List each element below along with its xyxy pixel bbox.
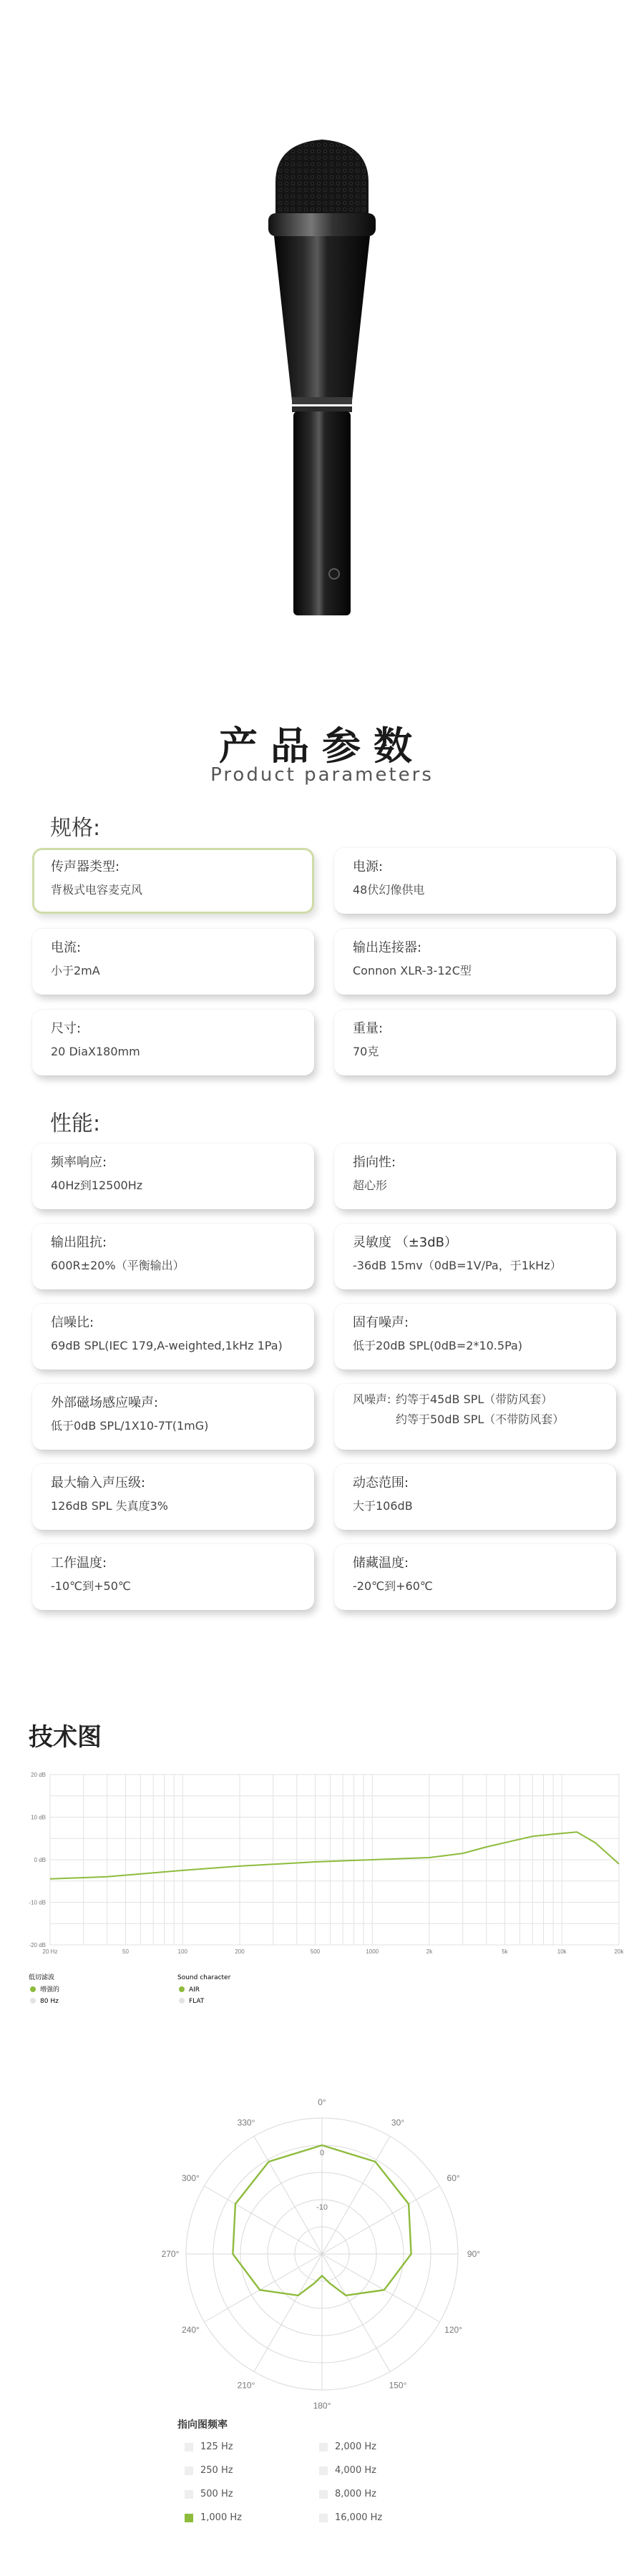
polar-angle-label: 150° (389, 2380, 407, 2391)
polar-angle-label: 210° (237, 2380, 255, 2391)
perf-value: 低于20dB SPL(0dB=2*10.5Pa) (353, 1339, 523, 1352)
x-tick-label: 2k (426, 1948, 433, 1955)
x-tick-label: 50 (122, 1948, 129, 1955)
perf-value: 大于106dB (353, 1499, 413, 1513)
y-tick-label: 10 dB (31, 1814, 46, 1821)
frequency-checkbox[interactable] (319, 2490, 328, 2499)
frequency-checkbox[interactable] (185, 2443, 193, 2451)
polar-angle-label: 90° (467, 2249, 481, 2259)
perf-card-self-noise (334, 1304, 616, 1370)
spec-value: 20 DiaX180mm (51, 1045, 140, 1058)
polar-angle-label: 30° (391, 2117, 405, 2128)
spec-label: 尺寸: (51, 1021, 82, 1036)
legend-item: 80 Hz (40, 1998, 59, 2005)
polar-angle-label: 0° (318, 2097, 326, 2107)
perf-label: 输出阻抗: (51, 1235, 107, 1250)
x-tick-label: 500 (310, 1948, 321, 1955)
perf-label: 风噪声: (353, 1392, 391, 1406)
perf-value: 600R±20%（平衡输出） (51, 1259, 185, 1272)
spec-card-connector (334, 929, 616, 995)
spec-label: 电流: (51, 940, 82, 955)
perf-card-frequency (32, 1143, 314, 1209)
perf-value: 126dB SPL 失真度3% (51, 1499, 168, 1513)
frequency-label: 16,000 Hz (335, 2512, 383, 2523)
polar-pattern-chart (0, 2089, 644, 2411)
frequency-checkbox[interactable] (185, 2514, 193, 2522)
polar-grid (186, 2118, 458, 2390)
frequency-label: 4,000 Hz (335, 2465, 376, 2476)
spec-card-current (32, 929, 314, 995)
y-tick-label: 20 dB (31, 1772, 46, 1778)
y-tick-label: -10 dB (29, 1899, 46, 1906)
perf-row (353, 1410, 616, 1430)
perf-value: -20℃到+60℃ (353, 1579, 433, 1593)
spec-value: 小于2mA (51, 964, 100, 977)
frequency-checkbox[interactable] (185, 2467, 193, 2475)
tech-chart-title: 技术图 (29, 1723, 102, 1752)
spec-label: 传声器类型: (51, 859, 120, 874)
polar-spoke (322, 2186, 440, 2254)
polar-spoke (254, 2254, 322, 2372)
performance-heading: 性能: (50, 1111, 101, 1136)
perf-label: 指向性: (353, 1155, 396, 1170)
legend-group-title: 低切滤波 (29, 1974, 55, 1981)
polar-radial-label: -10 (316, 2203, 328, 2212)
freq-legend (29, 1973, 231, 2005)
perf-card-magnetic-noise (32, 1384, 314, 1450)
microphone-image (0, 0, 644, 687)
perf-card-max-spl (32, 1464, 314, 1530)
frequency-label: 125 Hz (200, 2441, 233, 2452)
frequency-label: 250 Hz (200, 2465, 233, 2476)
perf-card-snr (32, 1304, 314, 1370)
frequency-response-line (50, 1832, 619, 1879)
perf-row (353, 1390, 616, 1410)
polar-frequency-title: 指向图频率 (177, 2419, 228, 2431)
perf-label: 灵敏度 （±3dB） (353, 1235, 458, 1250)
perf-card-storage-temp (334, 1544, 616, 1610)
perf-card-polar (334, 1143, 616, 1209)
page-subtitle: Product parameters (210, 764, 434, 786)
perf-label: 外部磁场感应噪声: (51, 1395, 159, 1410)
polar-angle-label: 120° (444, 2325, 463, 2335)
spec-value: 48伏幻像供电 (353, 883, 425, 897)
perf-value: 40Hz到12500Hz (51, 1179, 143, 1192)
perf-label: 固有噪声: (353, 1315, 409, 1330)
page-title: 产品参数 (219, 723, 425, 769)
spec-card-weight (334, 1010, 616, 1075)
polar-angle-label: 300° (181, 2173, 200, 2183)
x-tick-label: 10k (557, 1948, 567, 1955)
x-tick-labels (43, 1948, 625, 1955)
polar-spoke (204, 2186, 322, 2254)
legend-dot-off[interactable] (30, 1998, 36, 2004)
frequency-label: 2,000 Hz (335, 2441, 376, 2452)
polar-spoke (322, 2254, 390, 2372)
polar-radial-label: 0 (319, 2149, 325, 2157)
frequency-label: 8,000 Hz (335, 2489, 376, 2499)
frequency-checkbox[interactable] (185, 2490, 193, 2499)
perf-card-dynamic-range (334, 1464, 616, 1530)
legend-dot-on[interactable] (30, 1986, 36, 1992)
perf-label: 动态范围: (353, 1475, 409, 1491)
legend-group-title: Sound character (177, 1974, 231, 1981)
x-tick-label: 5k (502, 1948, 508, 1955)
spec-label: 重量: (353, 1021, 384, 1036)
frequency-checkbox[interactable] (319, 2443, 328, 2451)
x-tick-label: 200 (235, 1948, 245, 1955)
perf-label: 频率响应: (51, 1155, 107, 1170)
chart-grid (50, 1775, 619, 1945)
y-tick-label: -20 dB (29, 1942, 46, 1948)
legend-dot-off[interactable] (179, 1998, 185, 2004)
perf-card-impedance (32, 1224, 314, 1289)
perf-label: 工作温度: (51, 1556, 107, 1571)
legend-item: 增强的 (40, 1986, 60, 1994)
spec-card-size (32, 1010, 314, 1075)
polar-angle-label: 60° (447, 2173, 460, 2183)
spec-value: Connon XLR-3-12C型 (353, 964, 472, 977)
polar-angle-label: 180° (313, 2401, 331, 2411)
perf-card-wind-noise (334, 1384, 616, 1450)
frequency-label: 1,000 Hz (200, 2512, 242, 2523)
spec-value: 70克 (353, 1045, 379, 1058)
frequency-response-chart (0, 1753, 644, 2025)
x-tick-label: 100 (177, 1948, 187, 1955)
frequency-checkbox[interactable] (319, 2467, 328, 2475)
polar-angle-label: 270° (161, 2249, 180, 2259)
frequency-label: 500 Hz (200, 2489, 233, 2499)
perf-value: 69dB SPL(IEC 179,A-weighted,1kHz 1Pa) (51, 1339, 283, 1352)
perf-value: 超心形 (353, 1179, 388, 1192)
legend-item: AIR (189, 1986, 200, 1994)
spec-value: 背极式电容麦克风 (51, 883, 143, 897)
legend-dot-on[interactable] (179, 1986, 185, 1992)
legend-item: FLAT (189, 1998, 205, 2005)
polar-spoke (319, 2136, 390, 2254)
polar-angle-label: 330° (237, 2117, 255, 2128)
y-tick-labels (29, 1772, 46, 1948)
perf-label: 最大输入声压级: (51, 1475, 146, 1491)
perf-value: 低于0dB SPL/1X10-7T(1mG) (51, 1419, 209, 1433)
perf-card-sensitivity (334, 1224, 616, 1289)
polar-angle-label: 240° (181, 2325, 200, 2335)
polar-spoke (322, 2254, 440, 2322)
polar-spoke (254, 2136, 325, 2254)
perf-value: 约等于45dB SPL（带防风套） (396, 1392, 553, 1406)
product-hero-image (0, 0, 644, 687)
specs-heading: 规格: (50, 816, 101, 841)
perf-value: 约等于50dB SPL（不带防风套） (396, 1413, 565, 1426)
spec-card-mic-type (32, 848, 314, 914)
perf-label: 信噪比: (51, 1315, 94, 1330)
polar-spoke (204, 2254, 322, 2322)
x-tick-label: 20k (614, 1948, 624, 1955)
perf-label: 储藏温度: (353, 1556, 409, 1571)
spec-card-power (334, 848, 616, 914)
y-tick-label: 0 dB (34, 1857, 46, 1863)
spec-label: 输出连接器: (353, 940, 422, 955)
x-tick-label: 1000 (366, 1948, 379, 1955)
perf-card-operating-temp (32, 1544, 314, 1610)
x-tick-label: 20 Hz (42, 1948, 58, 1955)
spec-label: 电源: (353, 859, 384, 874)
frequency-checkbox[interactable] (319, 2514, 328, 2522)
perf-value: -36dB 15mv（0dB=1V/Pa，于1kHz） (353, 1259, 562, 1272)
perf-value: -10℃到+50℃ (51, 1579, 131, 1593)
